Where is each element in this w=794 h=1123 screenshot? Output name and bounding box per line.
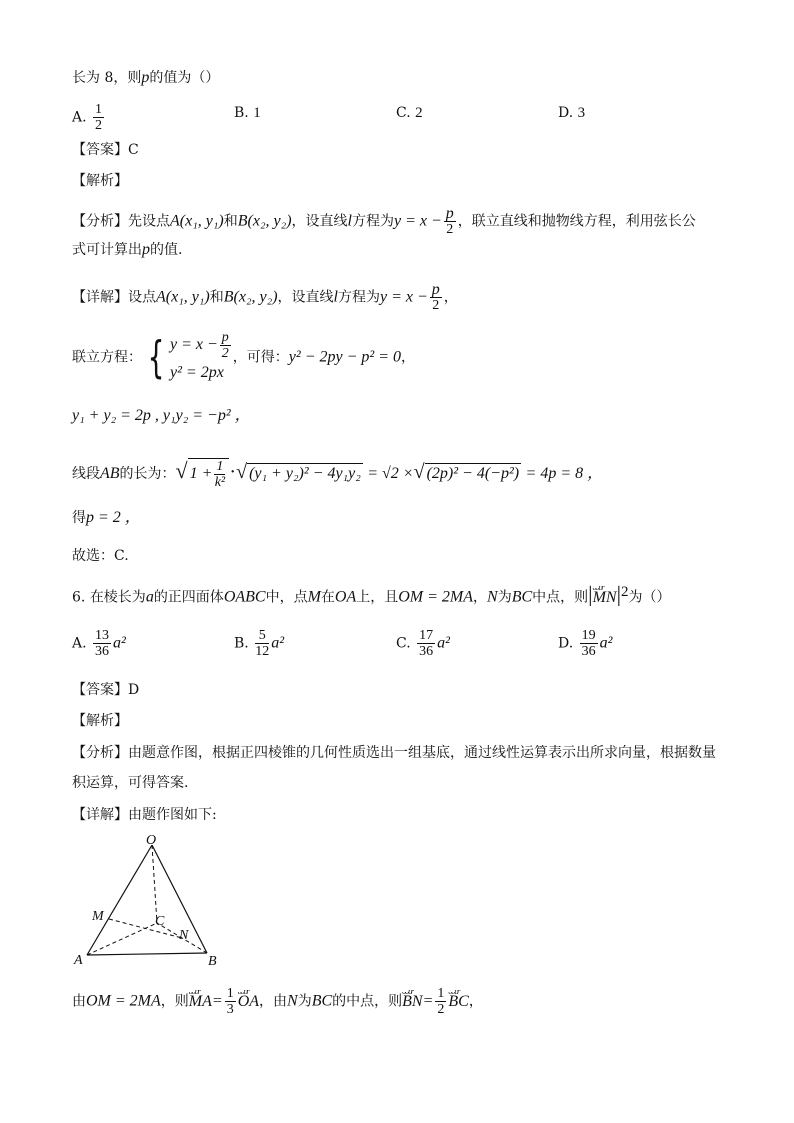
q5-stem-tail — [72, 68, 219, 88]
frac-num: p — [221, 330, 229, 345]
frac-den: 2 — [437, 1002, 445, 1017]
expr: = 4p = 8 ， — [525, 465, 604, 483]
q5-vieta: y₁ + y₂ = 2p , y₁y₂ = −p² ， — [72, 407, 251, 424]
text: 由 — [72, 993, 86, 1010]
point-a: A(x₁, y₁) — [170, 212, 224, 230]
text: 的长为： — [119, 466, 176, 483]
fraction — [435, 986, 446, 1017]
frac-den: 12 — [255, 644, 270, 659]
frac-num: p — [431, 281, 440, 298]
segment-bc: BC — [311, 992, 333, 1010]
frac-num: 13 — [95, 628, 110, 643]
text: 方程为 — [351, 213, 394, 230]
frac-num: 1 — [437, 986, 445, 1001]
abs-bar-left: | — [588, 581, 593, 607]
text: ， — [468, 993, 483, 1010]
text: 为（） — [628, 589, 671, 606]
text: 中点，则 — [532, 589, 589, 606]
frac-den: 2 — [221, 346, 229, 361]
frac-num: 1 — [226, 986, 234, 1001]
q6-last-line — [72, 986, 483, 1017]
text: 上，且 — [356, 589, 399, 606]
option-value: 3 — [577, 105, 586, 121]
equation: y = x − — [393, 212, 442, 230]
q5-answer — [72, 140, 139, 160]
edge-oa — [87, 845, 152, 955]
frac-den: 2 — [446, 222, 454, 237]
answer-value: C — [128, 142, 139, 158]
abs-bar-right: | — [616, 581, 621, 607]
frac-num: 1 — [95, 102, 103, 117]
point-n: N — [287, 992, 298, 1010]
text: 由题意作图，根据正四棱锥的几何性质选出一组基底，通过线性运算表示出所求向量，根据数量 — [128, 745, 716, 761]
fraction — [214, 459, 225, 490]
equals: = — [211, 992, 223, 1010]
expr: = √2 × — [367, 465, 414, 483]
q6-answer — [72, 680, 139, 700]
label-m: M — [92, 909, 104, 924]
equation: OM = 2MA — [86, 992, 161, 1010]
fraction — [255, 628, 269, 659]
option-label: A. — [72, 109, 87, 126]
edge-oc — [152, 845, 157, 923]
vector-ma: ᴗᴗᴜᴦ MA — [189, 992, 212, 1012]
point-b: B(x₂, y₂) — [223, 288, 278, 306]
text: 先设点 — [128, 213, 170, 230]
text: 的值. — [150, 242, 183, 258]
frac-num: 1 — [216, 459, 224, 474]
vector-oa: ᴗᴗᴜᴦ OA — [238, 992, 259, 1012]
edge-ab — [87, 953, 207, 955]
fenxi-tag: 【分析】 — [72, 745, 128, 761]
fenxi-tag: 【分析】 — [72, 213, 128, 230]
answer-value: D — [128, 682, 140, 698]
text: 在 — [320, 589, 335, 606]
point-b: B(x₂, y₂) — [237, 212, 292, 230]
option-label: D. — [558, 635, 574, 652]
sqrt-icon: √ — [413, 461, 425, 484]
frac-den: 36 — [581, 644, 596, 659]
label-a: A — [74, 953, 83, 968]
text: ，可得： — [232, 349, 289, 366]
frac-num: 5 — [255, 628, 269, 644]
equation: y = x − — [379, 288, 428, 306]
sqrt-icon: ·√ — [229, 461, 248, 484]
text: 和 — [223, 213, 238, 230]
segment-ab: AB — [100, 465, 120, 483]
equation-system — [170, 330, 233, 385]
fraction — [220, 330, 231, 361]
text: 线段 — [72, 466, 100, 483]
text: ， — [473, 589, 488, 606]
q6-stem — [72, 582, 670, 608]
segment-mn — [109, 919, 182, 938]
vector-bn: ᴗᴗᴜᴦ BN — [402, 992, 422, 1012]
text: 和 — [209, 289, 224, 306]
xiangjie-tag: 【详解】 — [72, 807, 128, 823]
q6-fenxi-line2: 积运算，可得答案. — [72, 775, 189, 791]
option-label: B. — [234, 105, 249, 121]
q6-option-c — [396, 628, 450, 659]
q5-system-line — [72, 330, 415, 385]
q6-option-d — [558, 628, 612, 659]
option-label: A. — [72, 635, 87, 652]
q5-option-a — [72, 102, 106, 133]
sqrt-icon: √ — [175, 458, 188, 484]
brace-icon: { — [147, 331, 165, 383]
label-b: B — [208, 954, 217, 969]
option-value: 2 — [415, 105, 423, 121]
text: 为 — [297, 993, 312, 1010]
frac-den: 3 — [226, 1002, 234, 1017]
fraction — [93, 628, 111, 659]
stem-text: 的值为（） — [149, 70, 220, 86]
option-tail: a² — [113, 634, 126, 652]
vector-mn: ᴗᴗᴜᴦ MN — [593, 588, 617, 608]
text: 方程为 — [337, 289, 380, 306]
fraction — [93, 102, 104, 133]
q5-xiangjie-line1 — [72, 282, 458, 313]
label-c: C — [155, 914, 165, 929]
q5-fenxi-line1 — [72, 206, 696, 237]
segment-oa: OA — [334, 588, 357, 606]
option-label: D. — [558, 105, 574, 121]
answer-tag: 【答案】 — [72, 142, 128, 158]
q5-option-c — [396, 103, 423, 123]
option-label: C. — [396, 105, 411, 121]
fraction — [225, 986, 236, 1017]
q5-result — [72, 508, 141, 528]
text: ，由 — [259, 993, 288, 1010]
var-p: p — [142, 241, 150, 258]
segment-bc: BC — [511, 588, 533, 606]
equals: = — [422, 992, 434, 1010]
q5-option-d — [558, 103, 585, 123]
answer-tag: 【答案】 — [72, 682, 128, 698]
option-value: 1 — [253, 105, 261, 121]
var-a: a — [145, 588, 154, 606]
q5-analysis-tag: 【解析】 — [72, 173, 128, 189]
var-p: p — [141, 69, 150, 86]
q6-option-a — [72, 628, 126, 659]
text: 在棱长为 — [89, 589, 146, 606]
text: 由题作图如下: — [128, 807, 217, 823]
q6-xiangjie — [72, 805, 217, 825]
point-n: N — [487, 588, 498, 606]
text: 中，点 — [265, 589, 308, 606]
frac-num: 17 — [419, 628, 434, 643]
frac-den: 36 — [95, 644, 110, 659]
text: ，联立直线和抛物线方程，利用弦长公 — [457, 213, 696, 230]
point-a: A(x₁, y₁) — [156, 288, 210, 306]
equation: OM = 2MA — [398, 588, 474, 606]
fraction — [417, 628, 435, 659]
text: 得 — [72, 510, 86, 526]
text: 设点 — [128, 289, 156, 306]
text: ，设直线 — [291, 213, 348, 230]
tetrahedron-name: OABC — [223, 588, 266, 606]
sqrt-body — [188, 458, 230, 490]
equation: y = x − — [170, 336, 218, 354]
text: ， — [443, 289, 458, 306]
equation: y² − 2py − p² = 0 — [288, 348, 401, 366]
system-eq-1 — [170, 330, 233, 361]
fraction — [444, 206, 456, 237]
text: ，则 — [160, 993, 189, 1010]
label-n: N — [179, 928, 189, 943]
sqrt-body: (y₁ + y₂)² − 4y₁y₂ — [249, 465, 361, 483]
option-tail: a² — [437, 634, 450, 652]
q6-fenxi-line1 — [72, 743, 716, 763]
q5-ab-length — [72, 458, 603, 490]
question-number: 6. — [72, 589, 86, 606]
frac-den: 36 — [419, 644, 434, 659]
expr: 1 + — [189, 465, 213, 483]
var-l: l — [347, 212, 352, 230]
frac-num: 19 — [581, 628, 596, 643]
text: 为 — [497, 589, 512, 606]
text: ，设直线 — [277, 289, 334, 306]
xiangjie-tag: 【详解】 — [72, 289, 128, 306]
superscript: 2 — [620, 584, 629, 600]
q6-analysis-tag: 【解析】 — [72, 713, 128, 729]
q5-choice: 故选：C. — [72, 548, 129, 564]
system-eq-2: y² = 2px — [170, 364, 224, 381]
frac-den: 2 — [432, 298, 440, 313]
q6-option-b — [234, 628, 284, 659]
text: 式可计算出 — [72, 242, 142, 258]
stem-text: 长为 8，则 — [72, 70, 142, 86]
tetrahedron-figure — [66, 832, 236, 972]
var-l: l — [333, 288, 338, 306]
text: ， — [400, 349, 415, 366]
text: 的正四面体 — [153, 589, 224, 606]
fraction — [580, 628, 598, 659]
q5-option-b — [234, 103, 261, 123]
edge-ac — [87, 923, 157, 955]
text: 的中点，则 — [332, 993, 403, 1010]
text: 联立方程： — [72, 349, 142, 366]
label-o: O — [146, 833, 157, 848]
q5-fenxi-line2 — [72, 240, 182, 260]
sqrt-body: (2p)² − 4(−p²) — [426, 465, 520, 483]
equation: p = 2 ， — [86, 509, 141, 526]
frac-den: k² — [214, 475, 226, 490]
option-tail: a² — [599, 634, 613, 652]
option-tail: a² — [271, 634, 284, 652]
vector-bc: ᴗᴗᴜᴦ BC — [448, 992, 468, 1012]
option-label: C. — [396, 635, 411, 652]
frac-num: p — [445, 205, 454, 222]
frac-den: 2 — [95, 118, 103, 133]
fraction — [430, 282, 442, 313]
point-m: M — [307, 588, 321, 606]
option-label: B. — [234, 635, 249, 652]
